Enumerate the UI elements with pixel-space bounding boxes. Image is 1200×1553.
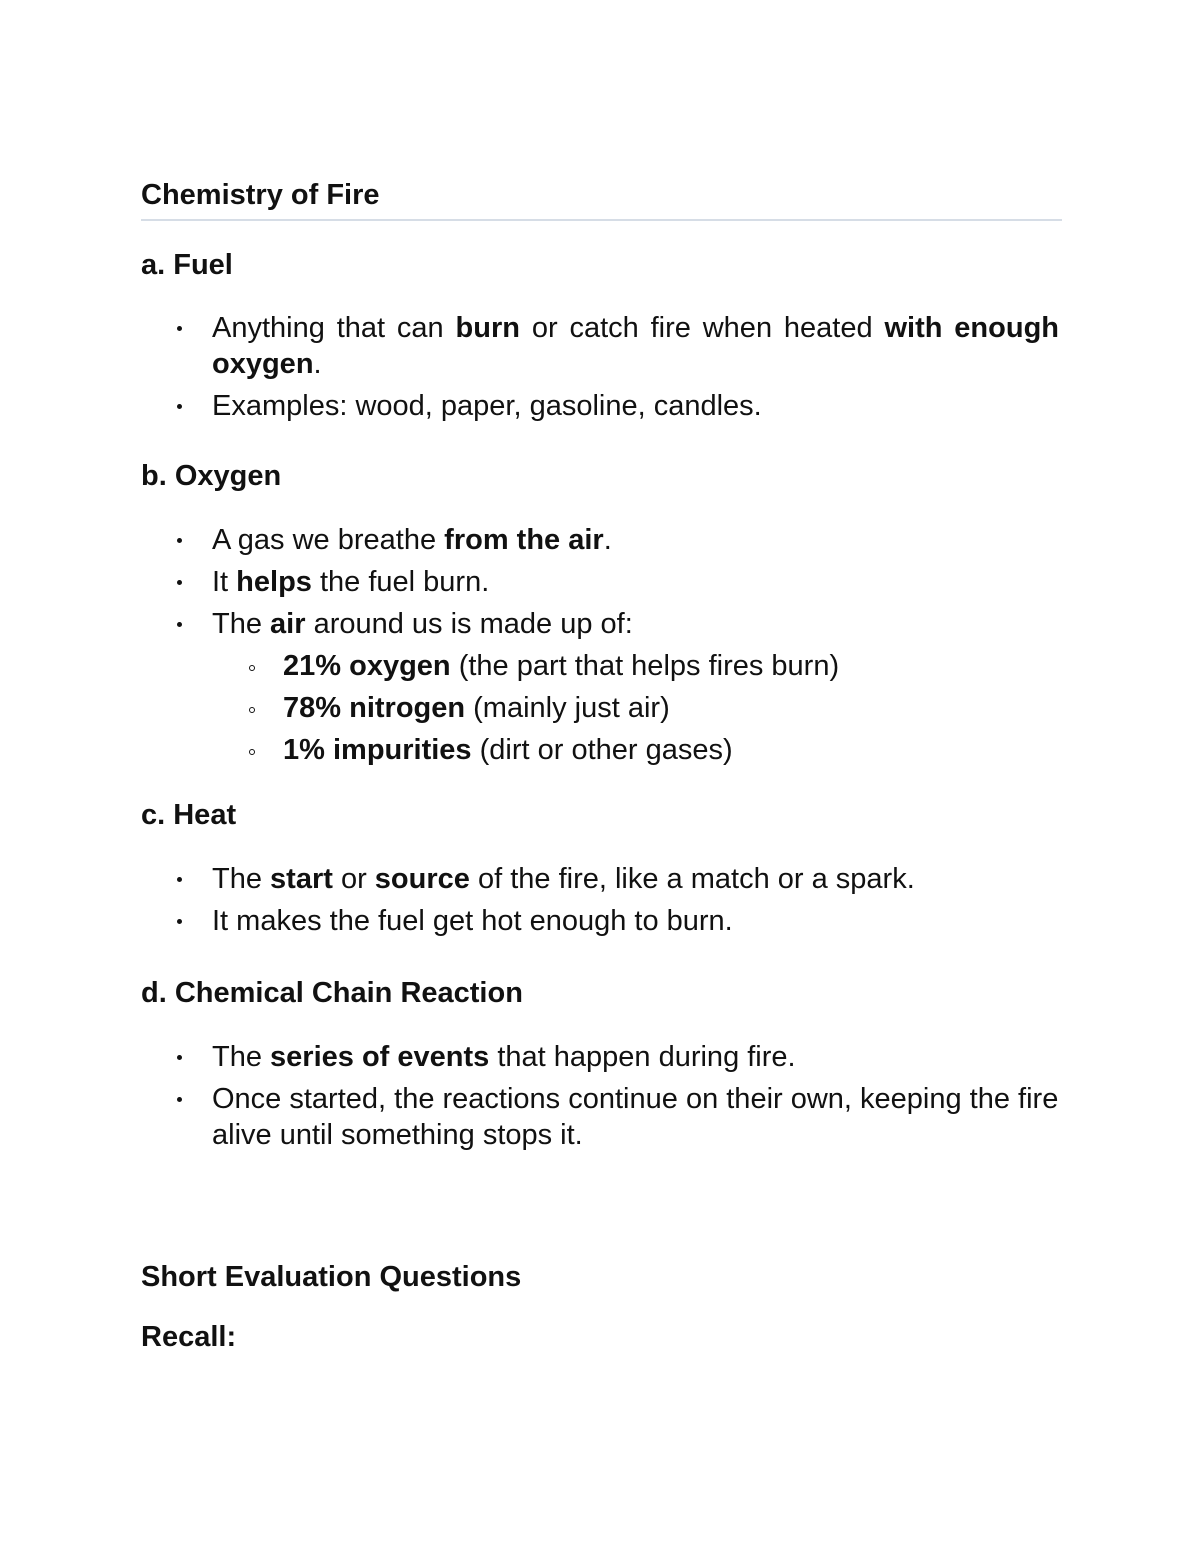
heat-list <box>141 861 1059 945</box>
fuel-list <box>141 310 1059 430</box>
list-item: The series of events that happen during fire. <box>141 1039 1059 1075</box>
list-item: Once started, the reactions continue on their own, keeping the fire alive until something stops it. <box>141 1081 1059 1153</box>
air-composition-list <box>212 648 1059 768</box>
recall-heading: Recall: <box>141 1321 237 1353</box>
list-item: It makes the fuel get hot enough to burn. <box>141 903 1059 939</box>
section-heading-chain-reaction: d. Chemical Chain Reaction <box>141 977 523 1009</box>
oxygen-list <box>141 522 1059 774</box>
list-item: Examples: wood, paper, gasoline, candles. <box>141 388 1059 424</box>
sub-list-item: 1% impurities (dirt or other gases) <box>212 732 1059 768</box>
section-heading-oxygen: b. Oxygen <box>141 460 282 492</box>
list-item: A gas we breathe from the air. <box>141 522 1059 558</box>
sub-list-item: 78% nitrogen (mainly just air) <box>212 690 1059 726</box>
section-heading-fuel: a. Fuel <box>141 249 233 281</box>
title-divider <box>141 219 1062 221</box>
chain-reaction-list <box>141 1039 1059 1159</box>
sub-list-item: 21% oxygen (the part that helps fires burn) <box>212 648 1059 684</box>
page-title: Chemistry of Fire <box>141 179 380 211</box>
list-item: It helps the fuel burn. <box>141 564 1059 600</box>
list-item: The start or source of the fire, like a match or a spark. <box>141 861 1059 897</box>
list-item: The air around us is made up of: 21% oxygen (the part that helps fires burn) 78% nitrogen (mainly just air) 1% impurities (dirt or other gases) <box>141 606 1059 768</box>
evaluation-heading: Short Evaluation Questions <box>141 1261 522 1293</box>
section-heading-heat: c. Heat <box>141 799 237 831</box>
list-item: Anything that can burn or catch fire when heated with enough oxygen. <box>141 310 1059 382</box>
